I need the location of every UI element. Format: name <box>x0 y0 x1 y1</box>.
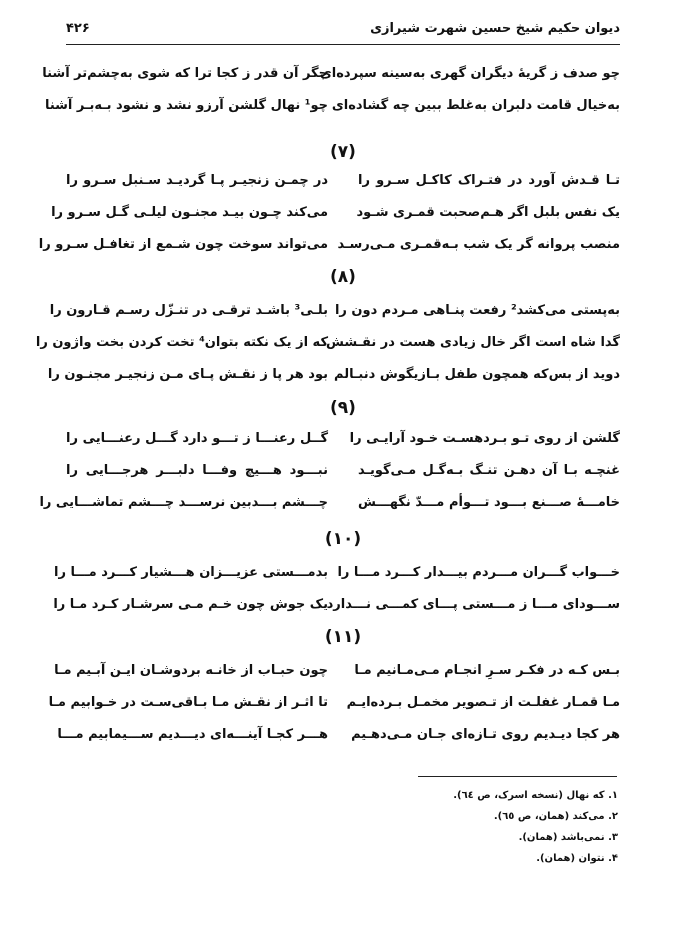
section-number: (۱۰) <box>324 529 362 549</box>
poem-section <box>35 303 620 399</box>
hemistich-second: گــل رعنـــا ز تـــو دارد گـــل رعنـــایی را <box>66 431 328 446</box>
hemistich-second: بدمـــستی عزیـــزان هـــشیار کـــرد مـــا را <box>54 565 328 580</box>
footnote: ۲. می‌کند (همان، ص ٦٥). <box>493 811 618 822</box>
footnotes <box>453 790 618 874</box>
hemistich-first: به‌پستی می‌کشد² رفعت پنـاهی مـردم دون را <box>334 303 620 318</box>
hemistich-second: نبـــود هـــیچ وفـــا دلبـــر هرجـــایی را <box>66 463 328 478</box>
hemistich-first: هر کجا دیـدیم روی تـازه‌ای جـان مـی‌دهـیم <box>351 727 620 742</box>
hemistich-first: گدا شاه است اگر خال زیادی هست در نقـشش <box>326 335 620 350</box>
hemistich-second: بلـی³ باشـد ترقـی در تنـزّل رسـم قـارون را <box>49 303 328 318</box>
poem-section <box>48 663 620 759</box>
couplet <box>48 695 620 727</box>
hemistich-first: مـا قمـار غفلـت از تـصویر مخمـل بـرده‌ایـم <box>346 695 620 710</box>
hemistich-second: می‌تواند سوخت چون شـمع از تغافـل سـرو را <box>38 237 328 252</box>
poem-section <box>39 431 620 527</box>
couplet <box>42 66 620 98</box>
hemistich-second: چون حبـاب از خانـه بردوشـان ایـن آبـیم مـا <box>54 663 328 678</box>
hemistich-second: یک جوش چون خـم مـی سرشـار کـرد مـا را <box>53 597 328 612</box>
couplet <box>54 565 620 597</box>
hemistich-second: چـــشم بـــدبین نرســـد چـــشم تماشـــایی را <box>39 495 328 510</box>
book-title: دیوان حکیم شیخ حسین شهرت شیرازی <box>370 21 620 36</box>
couplet <box>39 495 620 527</box>
section-number: (۷) <box>330 142 356 162</box>
hemistich-first: بـس کـه در فکـر سـرِ انجـام مـی‌مـانیم مـا <box>354 663 620 678</box>
hemistich-second: می‌کند چـون بیـد مجنـون لیلـی گـل سـرو را <box>51 205 328 220</box>
header-rule <box>66 44 620 45</box>
couplet <box>66 463 620 495</box>
page-number: ۴۲۶ <box>66 21 90 36</box>
hemistich-first: خامـــهٔ صـــنع بـــود تـــوأم مـــدّ نگهـــش <box>358 495 620 510</box>
hemistich-first: گلشن از روی تـو بـردهسـت خـود آرایـی را <box>349 431 620 446</box>
hemistich-first: دوید از بس‌که همچون طفل بـازیگوش دنبـالم <box>334 367 620 382</box>
couplet <box>38 237 620 269</box>
hemistich-second: هـــر کجـا آینـــه‌ای دیـــدیم ســـیمابیم مـــا <box>57 727 328 742</box>
hemistich-second: چو¹ نهال گلشن آرزو نشد و نشود بـه‌بـر آشنا <box>44 98 328 113</box>
couplet <box>44 98 620 130</box>
couplet <box>66 431 620 463</box>
hemistich-first: چو صدف ز گریهٔ دیگران گهری به‌سینه سپرده‌ای <box>319 66 620 81</box>
hemistich-second: بود هر پا ز نقـش پـای مـن زنجیـر مجنـون را <box>47 367 328 382</box>
couplet <box>57 727 620 759</box>
hemistich-second: در چمـن زنجیـر پـا گردیـد سـنبل سـرو را <box>66 173 328 188</box>
couplet <box>51 205 620 237</box>
hemistich-first: یک نفس بلبل اگر هـم‌صحبت قمـری شـود <box>356 205 620 220</box>
section-number: (۸) <box>330 267 356 287</box>
poem-section <box>53 565 620 629</box>
hemistich-first: تـا قـدش آورد در فتـراک کاکـل سـرو را <box>358 173 620 188</box>
section-number: (۱۱) <box>324 627 362 647</box>
hemistich-second: تا اثـر از نقـش مـا بـاقی‌سـت در خـوابیم مـا <box>48 695 328 710</box>
couplet <box>49 303 620 335</box>
hemistich-first: ســـودای مـــا ز مـــستی پـــای کمـــی نـــدارد <box>326 597 620 612</box>
hemistich-second: جگر آن قدر ز کجا ترا که شوی به‌چشم‌تر آشنا <box>42 66 328 81</box>
hemistich-second: که از یک نکته بتوان⁴ تخت کردن بخت واژون را <box>35 335 328 350</box>
hemistich-first: خـــواب گـــران مـــردم بیـــدار کـــرد مـــا را <box>337 565 620 580</box>
footnote: ۳. نمی‌باشد (همان). <box>518 832 618 843</box>
hemistich-first: به‌خیال قامت دلبران به‌غلط ببین چه گشاده‌ای <box>331 98 620 113</box>
couplet <box>66 173 620 205</box>
couplet <box>47 367 620 399</box>
couplet <box>54 663 620 695</box>
hemistich-first: منصب پروانه گر یک شب بـه‌قمـری مـی‌رسـد <box>337 237 620 252</box>
top-couplets <box>42 66 620 130</box>
footnote: ۴. نتوان (همان). <box>536 853 618 864</box>
poem-section <box>38 173 620 269</box>
footnote-rule <box>418 776 617 777</box>
couplet <box>53 597 620 629</box>
hemistich-first: غنچـه بـا آن دهـن تنـگ بـه‌گـل مـی‌گویـد <box>358 463 620 478</box>
footnote: ۱. که نهال (نسخه اسرک، ص ٦٤). <box>453 790 618 801</box>
section-number: (۹) <box>330 398 356 418</box>
couplet <box>35 335 620 367</box>
